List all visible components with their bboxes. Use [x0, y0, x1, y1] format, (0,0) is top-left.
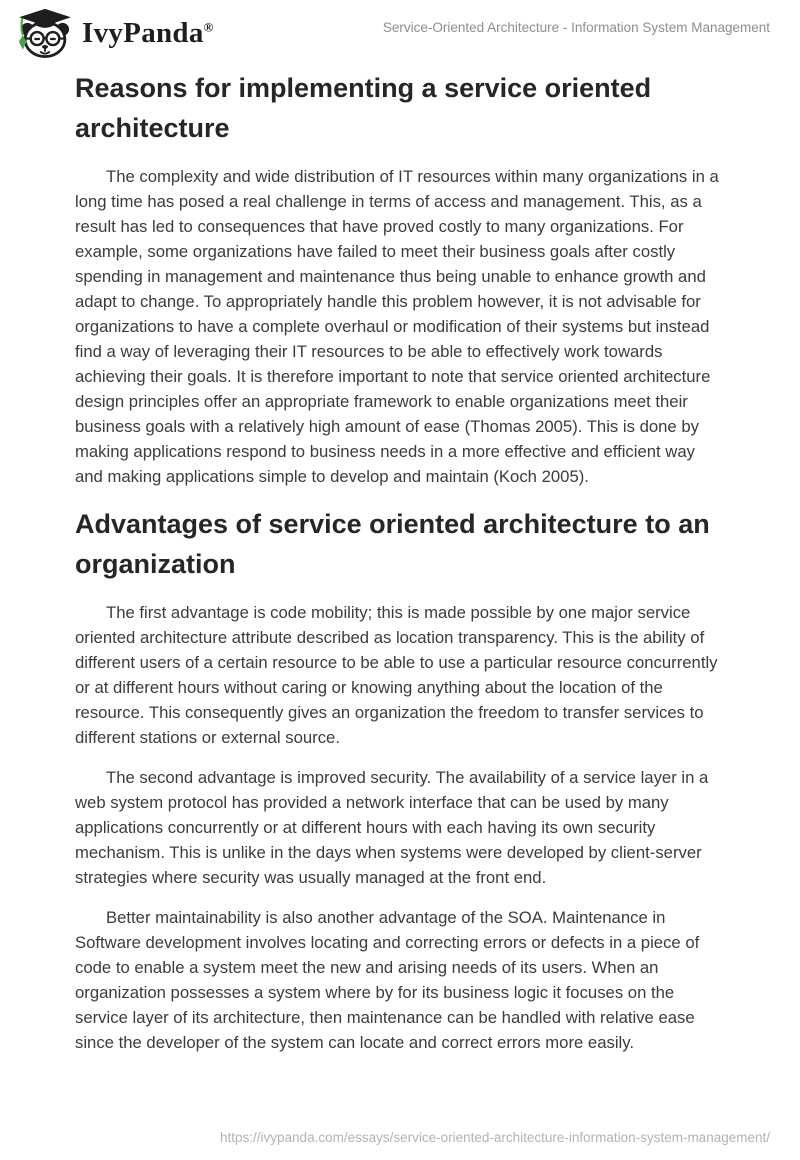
registered-trademark: ® [203, 19, 214, 35]
paragraph: Better maintainability is also another advantage of the SOA. Maintenance in Software development involves locating and correcting errors or defects in a piece of code to enable a system meet the new and arising needs of its users. When an organization possesses a system where by for its business logic it focuses on the service layer of its architecture, then maintenance can be handled with relative ease since the developer of the system can locate and correct errors more easily. [75, 908, 700, 1052]
ivypanda-panda-logo-icon [14, 8, 76, 58]
source-url-link[interactable]: https://ivypanda.com/essays/service-oriented-architecture-information-system-management/ [220, 1130, 770, 1145]
section-reasons [75, 68, 725, 489]
brand-name-text: IvyPanda [82, 17, 204, 49]
document-title: Service-Oriented Architecture - Information System Management [382, 20, 770, 35]
section-heading-advantages: Advantages of service oriented architecture to an organization [75, 509, 710, 579]
section-advantages [75, 504, 725, 1055]
section-heading-reasons: Reasons for implementing a service oriented architecture [75, 73, 652, 143]
page-header [0, 0, 800, 56]
article-body [0, 56, 800, 1055]
page-footer [220, 1129, 770, 1147]
paragraph: The complexity and wide distribution of IT resources within many organizations in a long time has posed a real challenge in terms of access and management. This, as a result has led to consequences that have proved costly to many organizations. For example, some organizations have failed to meet their business goals after costly spending in management and maintenance thus being unable to enhance growth and adapt to change. To appropriately handle this problem however, it is not advisable for organizations to have a complete overhaul or modification of their systems but instead find a way of leveraging their IT resources to be able to effectively work towards achieving their goals. It is therefore important to note that service oriented architecture design principles offer an appropriate framework to enable organizations meet their business goals with a relatively high amount of ease (Thomas 2005). This is done by making applications respond to business needs in a more effective and efficient way and making applications simple to develop and maintain (Koch 2005). [75, 167, 719, 486]
brand-name [82, 8, 214, 58]
paragraph: The first advantage is code mobility; this is made possible by one major service oriented architecture attribute described as location transparency. This is the ability of different users of a certain resource to be able to use a particular resource concurrently or at different hours without caring or knowing anything about the location of the resource. This consequently gives an organization the freedom to transfer services to different stations or external source. [75, 603, 718, 747]
brand [14, 8, 214, 58]
paragraph: The second advantage is improved security. The availability of a service layer in a web system protocol has provided a network interface that can be used by many applications concurrently or at different hours with each having its own security mechanism. This is unlike in the days when systems were developed by client-server strategies where security was usually managed at the front end. [75, 768, 709, 887]
